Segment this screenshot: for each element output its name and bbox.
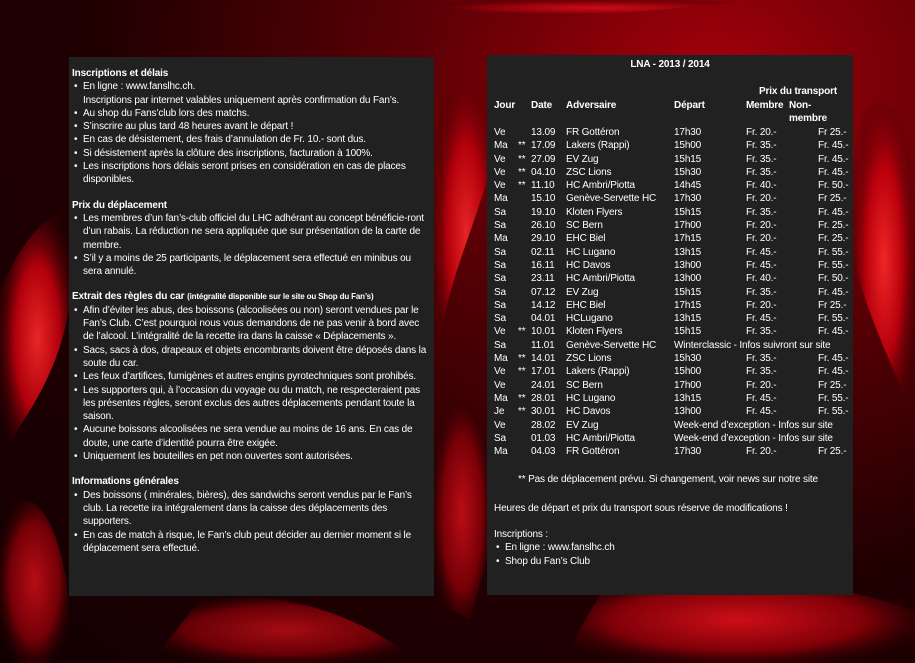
list-item-text: Afin d’éviter les abus, des boissons (alcoolisées ou non) seront vendues par le Fan’s Club. C’est pourquoi nous vous demandons de ne pas venir à bord avec de l’alcool. L’intégralité de la recette ira dans la caisse « Déplacements ». (83, 304, 420, 343)
table-row (491, 419, 849, 432)
section-general-info (72, 475, 430, 555)
game-price-non-member: Fr. 45.- (818, 140, 849, 152)
game-departure: 13h00 (674, 273, 702, 285)
game-departure: 17h00 (674, 220, 702, 232)
game-price-member: Fr. 35.- (746, 153, 777, 165)
table-row (491, 312, 849, 325)
list-item-text: En ligne : www.fanslhc.ch. (83, 81, 196, 93)
game-departure: 15h15 (674, 206, 702, 218)
section-pricing (72, 199, 430, 279)
game-price-non-member: Fr 25.- (818, 299, 847, 311)
section-title-text: Inscriptions et délais (72, 68, 169, 79)
game-price-non-member: Fr. 45.- (818, 353, 849, 365)
game-opponent: Lakers (Rappi) (566, 366, 630, 378)
game-day: Ve (494, 326, 506, 338)
game-price-non-member: Fr. 25.- (818, 220, 849, 232)
list-item (72, 107, 430, 120)
game-day: Ve (494, 379, 506, 391)
game-price-member: Fr. 20.- (746, 193, 777, 205)
game-opponent: HC Lugano (566, 392, 616, 404)
game-no-trip-marker: ** (518, 153, 526, 165)
table-row (491, 246, 849, 259)
price-header: Prix du transport (759, 86, 838, 97)
game-day: Sa (494, 273, 506, 285)
column-date: Date (531, 100, 553, 111)
game-departure: 14h45 (674, 180, 702, 192)
game-price-member: Fr. 35.- (746, 166, 777, 178)
table-row (491, 232, 849, 245)
list-item-text: S’il y a moins de 25 participants, le déplacement sera effectué en minibus ou sera annulé. (83, 252, 411, 278)
bullet-list (72, 80, 430, 186)
schedule-panel (487, 55, 853, 595)
table-row (491, 139, 849, 152)
game-price-member: Fr. 20.- (746, 379, 777, 391)
game-departure: 15h30 (674, 166, 702, 178)
game-date: 24.01 (531, 379, 556, 391)
game-day: Ma (494, 392, 508, 404)
table-row (491, 153, 849, 166)
game-price-member: Fr. 45.- (746, 259, 777, 271)
table-row (491, 339, 849, 352)
column-departure: Départ (674, 100, 705, 111)
list-item-text: Uniquement les bouteilles en pet non ouvertes sont autorisées. (83, 451, 353, 463)
list-item (72, 423, 430, 450)
schedule-note: ** Pas de déplacement prévu. Si changement, voir news sur notre site (518, 474, 818, 486)
game-departure: 17h30 (674, 193, 702, 205)
game-price-non-member: Fr. 55.- (818, 259, 849, 271)
game-opponent: FR Gottéron (566, 446, 620, 458)
game-date: 14.12 (531, 299, 556, 311)
game-opponent: EHC Biel (566, 233, 606, 245)
game-price-non-member: Fr. 45.- (818, 286, 849, 298)
list-item-text: En cas de match à risque, le Fan’s club peut décider au dernier moment si le déplacement sera effectué. (83, 529, 412, 554)
list-item-text: En cas de désistement, des frais d’annulation de Fr. 10.- sont dus. (83, 134, 366, 146)
game-day: Ma (494, 140, 508, 152)
section-title-text: Informations générales (72, 476, 179, 488)
game-departure: 13h00 (674, 406, 702, 418)
game-departure: 17h30 (674, 127, 702, 138)
column-member: Membre (746, 100, 784, 111)
game-day: Sa (494, 432, 506, 444)
game-departure: 17h15 (674, 299, 702, 311)
game-price-member: Fr. 20.- (746, 299, 777, 311)
info-panel (69, 57, 434, 596)
game-departure: 15h15 (674, 153, 702, 165)
game-date: 23.11 (531, 273, 555, 285)
table-row (491, 405, 849, 418)
game-date: 11.01 (531, 339, 555, 351)
game-day: Sa (494, 246, 506, 258)
game-price-member: Fr. 45.- (746, 246, 777, 258)
game-departure: 13h15 (674, 392, 702, 404)
game-price-member: Fr. 20.- (746, 127, 777, 138)
game-date: 04.03 (531, 446, 556, 458)
game-departure: Week-end d’exception - Infos sur site (674, 419, 833, 431)
game-price-non-member: Fr 25.- (818, 193, 847, 205)
game-opponent: SC Bern (566, 379, 603, 391)
game-day: Sa (494, 220, 506, 232)
game-date: 15.10 (531, 193, 556, 205)
game-opponent: SC Bern (566, 220, 603, 232)
column-day: Jour (494, 100, 516, 111)
table-row (491, 352, 849, 365)
section-title (72, 67, 430, 80)
table-row (491, 392, 849, 405)
list-item (72, 489, 430, 529)
game-price-member: Fr. 35.- (746, 206, 777, 218)
game-date: 19.10 (531, 206, 556, 218)
game-price-non-member: Fr. 55.- (818, 313, 849, 325)
game-opponent: HC Lugano (566, 246, 616, 258)
game-no-trip-marker: ** (518, 366, 526, 378)
game-opponent: Genève-Servette HC (566, 339, 657, 351)
game-day: Ve (494, 366, 506, 378)
game-opponent: Genève-Servette HC (566, 193, 657, 205)
game-opponent: Lakers (Rappi) (566, 140, 630, 152)
list-item (72, 370, 430, 383)
game-opponent: HCLugano (566, 313, 613, 325)
game-opponent: EHC Biel (566, 299, 606, 311)
list-item-text: Aucune boissons alcoolisées ne sera vendue au moins de 16 ans. En cas de doute, une carte d’identité pourra être exigée. (83, 424, 413, 449)
game-price-non-member: Fr. 50.- (818, 273, 849, 285)
list-item-text: Sacs, sacs à dos, drapeaux et objets encombrants doivent être déposés dans la soute du car. (83, 344, 427, 369)
game-date: 17.01 (531, 366, 556, 378)
table-row (491, 445, 849, 458)
game-departure: 13h00 (674, 259, 702, 271)
game-price-member: Fr. 35.- (746, 366, 777, 378)
list-item (72, 120, 430, 133)
game-day: Sa (494, 339, 506, 351)
game-price-non-member: Fr 25.- (818, 127, 847, 138)
game-departure: 15h15 (674, 326, 702, 338)
table-row (491, 365, 849, 378)
table-row (491, 325, 849, 338)
game-date: 28.01 (531, 392, 556, 404)
game-day: Ve (494, 166, 506, 178)
price-header-row (491, 85, 849, 99)
list-item (72, 384, 430, 424)
game-opponent: HC Ambri/Piotta (566, 273, 635, 285)
game-date: 02.11 (531, 246, 555, 258)
game-no-trip-marker: ** (518, 180, 526, 192)
game-departure: 17h30 (674, 446, 702, 458)
game-opponent: EV Zug (566, 286, 599, 298)
section-title (72, 199, 430, 212)
list-item-text: Les membres d’un fan’s-club officiel du LHC adhérant au concept bénéficie-ront d’un rabais. La réduction ne sera appliquée que sur présentation de la carte de membre. (83, 212, 424, 251)
list-item-text: Au shop du Fans’club lors des matchs. (83, 107, 250, 119)
list-item (72, 212, 430, 252)
table-row (491, 299, 849, 312)
games-table (491, 126, 849, 458)
section-title-text: Prix du déplacement (72, 199, 167, 211)
column-headers (491, 99, 849, 125)
game-date: 11.10 (531, 180, 555, 192)
game-price-non-member: Fr. 45.- (818, 206, 849, 218)
game-price-member: Fr. 35.- (746, 286, 777, 298)
game-price-non-member: Fr. 45.- (818, 366, 849, 378)
game-price-non-member: Fr. 45.- (818, 326, 849, 338)
game-opponent: HC Ambri/Piotta (566, 432, 635, 444)
game-no-trip-marker: ** (518, 140, 526, 152)
game-price-non-member: Fr. 50.- (818, 180, 849, 192)
game-price-non-member: Fr. 45.- (818, 153, 849, 165)
game-opponent: ZSC Lions (566, 166, 612, 178)
game-date: 04.01 (531, 313, 556, 325)
game-opponent: EV Zug (566, 419, 599, 431)
list-item-text: Les inscriptions hors délais seront prises en considération en cas de places disponibles. (83, 161, 406, 186)
game-opponent: EV Zug (566, 153, 599, 165)
table-row (491, 179, 849, 192)
list-item (72, 304, 430, 344)
game-no-trip-marker: ** (518, 392, 526, 404)
list-item (72, 252, 430, 279)
table-row (491, 166, 849, 179)
game-day: Ma (494, 233, 508, 245)
section-bus-rules (72, 290, 430, 463)
game-date: 07.12 (531, 286, 556, 298)
bullet-list (72, 489, 430, 555)
game-date: 27.09 (531, 153, 556, 165)
game-price-non-member: Fr. 55.- (818, 246, 849, 258)
list-item-note: Inscriptions par internet valables uniquement après confirmation du Fan’s. (83, 94, 400, 106)
game-day: Ma (494, 446, 508, 458)
list-item (72, 80, 430, 107)
inscriptions-title: Inscriptions : (494, 529, 549, 541)
game-opponent: HC Davos (566, 406, 611, 418)
list-item (72, 344, 430, 371)
table-row (491, 259, 849, 272)
game-departure: 15h30 (674, 353, 702, 365)
game-price-member: Fr. 45.- (746, 406, 777, 418)
game-date: 26.10 (531, 220, 556, 232)
game-day: Sa (494, 299, 506, 311)
game-price-non-member: Fr 25.- (818, 379, 847, 391)
game-date: 16.11 (531, 259, 555, 271)
game-date: 28.02 (531, 419, 556, 431)
game-day: Ve (494, 419, 506, 431)
game-date: 10.01 (531, 326, 556, 338)
game-day: Je (494, 406, 505, 418)
table-row (491, 219, 849, 232)
game-day: Sa (494, 286, 506, 298)
table-row (491, 206, 849, 219)
game-opponent: ZSC Lions (566, 353, 612, 365)
game-date: 29.10 (531, 233, 556, 245)
game-opponent: HC Davos (566, 259, 611, 271)
game-price-member: Fr. 20.- (746, 446, 777, 458)
bullet-list (72, 304, 430, 464)
game-date: 13.09 (531, 127, 556, 138)
section-title-text: Extrait des règles du car (72, 291, 185, 303)
table-row (491, 192, 849, 205)
season-title: LNA - 2013 / 2014 (630, 59, 710, 70)
list-item-text: Les supporters qui, à l’occasion du voyage ou du match, ne respecteraient pas les présentes règles, seront exclus des autres déplacements pendant toute la saison. (83, 384, 420, 423)
inscription-shop: • Shop du Fan’s Club (494, 555, 849, 568)
game-day: Ve (494, 180, 506, 192)
inscriptions-list (491, 541, 849, 568)
game-price-non-member: Fr. 25.- (818, 233, 849, 245)
list-item-text: Si désistement après la clôture des inscriptions, facturation à 100%. (83, 147, 373, 159)
section-title (72, 475, 430, 488)
game-opponent: HC Ambri/Piotta (566, 180, 635, 192)
list-item (72, 133, 430, 146)
schedule-disclaimer: Heures de départ et prix du transport sous réserve de modifications ! (494, 502, 788, 514)
game-price-member: Fr. 35.- (746, 353, 777, 365)
game-no-trip-marker: ** (518, 353, 526, 365)
section-inscriptions (72, 67, 430, 187)
game-price-member: Fr. 20.- (746, 220, 777, 232)
game-day: Ve (494, 153, 506, 165)
game-price-non-member: Fr. 55.- (818, 392, 849, 404)
table-row (491, 286, 849, 299)
game-price-non-member: Fr 25.- (818, 446, 847, 458)
inscription-website[interactable]: • En ligne : www.fanslhc.ch (494, 541, 849, 554)
game-date: 30.01 (531, 406, 556, 418)
list-item (72, 160, 430, 187)
game-date: 17.09 (531, 140, 556, 152)
game-no-trip-marker: ** (518, 326, 526, 338)
game-day: Sa (494, 259, 506, 271)
game-opponent: Kloten Flyers (566, 206, 623, 218)
game-price-member: Fr. 35.- (746, 326, 777, 338)
game-date: 14.01 (531, 353, 556, 365)
game-price-member: Fr. 20.- (746, 233, 777, 245)
game-day: Sa (494, 313, 506, 325)
table-row (491, 379, 849, 392)
table-row (491, 126, 849, 139)
game-departure: 15h00 (674, 366, 702, 378)
game-price-non-member: Fr. 45.- (818, 166, 849, 178)
bullet-list (72, 212, 430, 278)
game-departure: 15h15 (674, 286, 702, 298)
list-item (72, 529, 430, 556)
section-title (72, 290, 430, 303)
game-price-member: Fr. 45.- (746, 313, 777, 325)
game-departure: 15h00 (674, 140, 702, 152)
list-item-text: Des boissons ( minérales, bières), des sandwichs seront vendus par le Fan’s club. La recette ira intégralement dans la caisse des déplacements des supporters. (83, 489, 412, 528)
column-opponent: Adversaire (566, 100, 617, 111)
table-row (491, 272, 849, 285)
list-item-text: S’inscrire au plus tard 48 heures avant le départ ! (83, 121, 294, 133)
game-price-non-member: Fr. 55.- (818, 406, 849, 418)
game-price-member: Fr. 40.- (746, 180, 777, 192)
list-item (72, 147, 430, 160)
game-date: 04.10 (531, 166, 556, 178)
game-price-member: Fr. 40.- (746, 273, 777, 285)
game-opponent: FR Gottéron (566, 127, 620, 138)
game-departure: Winterclassic - Infos suivront sur site (674, 339, 831, 351)
game-no-trip-marker: ** (518, 166, 526, 178)
game-day: Ma (494, 193, 508, 205)
game-opponent: Kloten Flyers (566, 326, 623, 338)
game-departure: Week-end d’exception - Infos sur site (674, 432, 833, 444)
game-departure: 13h15 (674, 246, 702, 258)
game-date: 01.03 (531, 432, 556, 444)
list-item-text: Les feux d’artifices, fumigènes et autres engins pyrotechniques sont prohibés. (83, 371, 416, 383)
game-departure: 17h00 (674, 379, 702, 391)
game-day: Sa (494, 206, 506, 218)
column-non-member: Non-membre (789, 100, 828, 125)
section-subtitle: (intégralité disponible sur le site ou Shop du Fan’s) (187, 292, 374, 302)
list-item (72, 450, 430, 463)
game-no-trip-marker: ** (518, 406, 526, 418)
game-price-member: Fr. 35.- (746, 140, 777, 152)
game-price-member: Fr. 45.- (746, 392, 777, 404)
game-day: Ve (494, 127, 506, 138)
game-departure: 13h15 (674, 313, 702, 325)
game-day: Ma (494, 353, 508, 365)
game-departure: 17h15 (674, 233, 702, 245)
table-row (491, 432, 849, 445)
